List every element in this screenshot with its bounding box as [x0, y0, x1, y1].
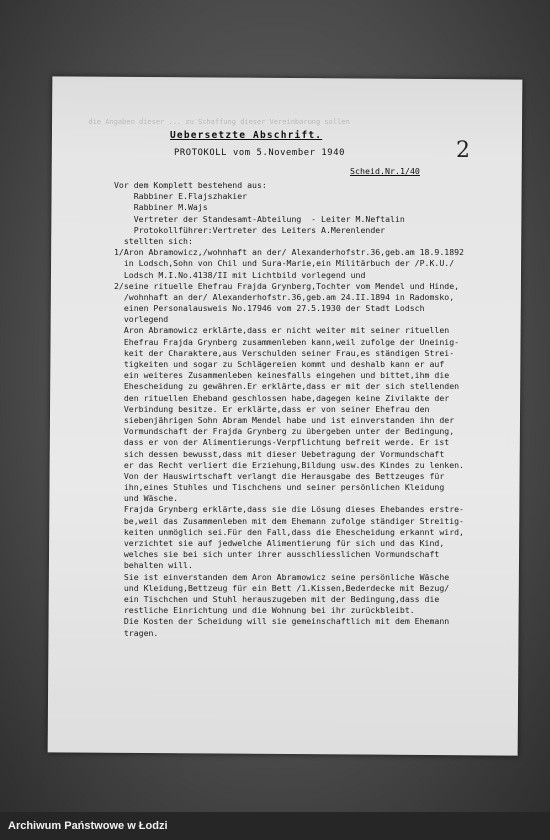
text-line: ihn,eines Stuhles und Tischchens und seiner persönlichen Kleidung [114, 482, 445, 493]
text-line: dass er von der Alimentierungs-Verpflichtung befreit werde. Er ist [114, 437, 450, 448]
text-line: /wohnhaft an der/ Alexanderhofstr.36,geb.am 24.II.1894 in Radomsko, [114, 291, 455, 302]
text-line: Vertreter der Standesamt-Abteilung - Leiter M.Neftalin [114, 213, 405, 224]
text-line: den rituellen Eheband geschlossen habe,dagegen keine Zivilakte der [114, 392, 450, 403]
text-line: siebenjährigen Sohn Abram Mendel habe und ist einverstanden ihn der [114, 414, 455, 425]
text-line: Vor dem Komplett bestehend aus: [114, 180, 267, 190]
archive-name: Archiwum Państwowe w Łodzi [8, 820, 168, 832]
reference-number: Scheid.Nr.1/40 [350, 166, 420, 176]
text-line: Protokollführer:Vertreter des Leiters A.Merenlender [114, 224, 386, 235]
text-line: Von der Hauswirtschaft verlangt die Herausgabe des Bettzeuges für [114, 470, 445, 481]
protocol-body [114, 180, 524, 639]
text-line: Die Kosten der Scheidung will sie gemeinschaftlich mit dem Ehemann [114, 616, 450, 627]
archive-footer-bar [0, 812, 550, 840]
text-line: keit der Charaktere,aus Verschulden seiner Frau,es ständigen Strei- [114, 347, 455, 358]
text-line: tigkeiten und sogar zu Schlägereien kommt und deshalb kann er auf [114, 359, 445, 369]
text-line: restliche Einrichtung und die Wohnung bei ihr zurückbleibt. [114, 605, 415, 616]
text-line: verzichtet sie auf jedwelche Alimentierung für sich und das Kind, [114, 538, 445, 548]
text-line: in Lodsch,Sohn von Chil und Sura-Marie,ein Militärbuch der /P.K.U./ [114, 258, 455, 269]
text-line: ein Tischchen und Stuhl herauszugeben mit der Bedingung,dass die [114, 593, 440, 604]
text-line: Verbindung besitze. Er erklärte,dass er von seiner Ehefrau den [114, 403, 430, 414]
protocol-title: PROTOKOLL vom 5.November 1940 [174, 148, 345, 158]
bleed-line: die Angaben dieser ... zu Schaffung dieser Vereinbarung sollen [80, 118, 350, 126]
text-line: Ehefrau Frajda Grynberg zusammenleben kann,weil zufolge der Uneinig- [114, 336, 460, 347]
text-line: ein weiteres Zusammenleben keinesfalls eingehen und bittet,ihm die [114, 370, 450, 381]
text-line: Lodsch M.I.No.4138/II mit Lichtbild vorlegend und [114, 269, 366, 280]
text-line: keiten unmöglich sei.Für den Fall,dass die Ehescheidung erkannt wird, [114, 526, 464, 537]
text-line: be,weil das Zusammenleben mit dem Ehemann zufolge ständiger Streitig- [114, 515, 464, 526]
text-line: und Kleidung,Bettzeug für ein Bett /1.Kissen,Bederdecke mit Bezug/ [114, 582, 450, 593]
text-line: behalten will. [114, 560, 193, 571]
text-line: sich dessen bewusst,dass mit dieser Uebetragung der Vormundschaft [114, 448, 445, 459]
text-line: Aron Abramowicz erklärte,dass er nicht weiter mit seiner rituellen [114, 325, 450, 336]
text-line: und Wäsche. [114, 493, 179, 504]
text-line: Rabbiner E.Flajszhakier [114, 191, 248, 202]
text-line: Vormundschaft der Frajda Grynberg zu übergeben unter der Bedingung, [114, 426, 455, 437]
handwritten-page-number: 2 [456, 138, 470, 163]
text-line: einen Personalausweis No.17946 vom 27.5.1930 der Stadt Lodsch [114, 303, 425, 314]
document-heading: Uebersetzte Abschrift. [170, 130, 323, 141]
text-line: 1/Aron Abramowicz,/wohnhaft an der/ Alexanderhofstr.36,geb.am 18.9.1892 [114, 247, 464, 258]
text-line: Sie ist einverstanden dem Aron Abramowicz seine persönliche Wäsche [114, 571, 450, 582]
text-line: er das Recht verliert die Erziehung,Bildung usw.des Kindes zu lenken. [114, 459, 464, 470]
text-line: Rabbiner M.Wajs [114, 202, 208, 213]
text-line: stellten sich: [114, 235, 193, 246]
text-line: tragen. [114, 627, 159, 638]
text-line: Ehescheidung zu gewähren.Er erklärte,dass er mit der sich stellenden [114, 381, 460, 392]
text-line: Frajda Grynberg erklärte,dass sie die Lösung dieses Ehebandes erstre- [114, 504, 464, 515]
text-line: vorlegend [114, 314, 169, 325]
text-line: 2/seine rituelle Ehefrau Frajda Grynberg,Tochter vom Mendel und Hinde, [114, 280, 460, 291]
text-line: welches sie bei sich unter ihrer ausschliesslichen Vormundschaft [114, 549, 440, 560]
